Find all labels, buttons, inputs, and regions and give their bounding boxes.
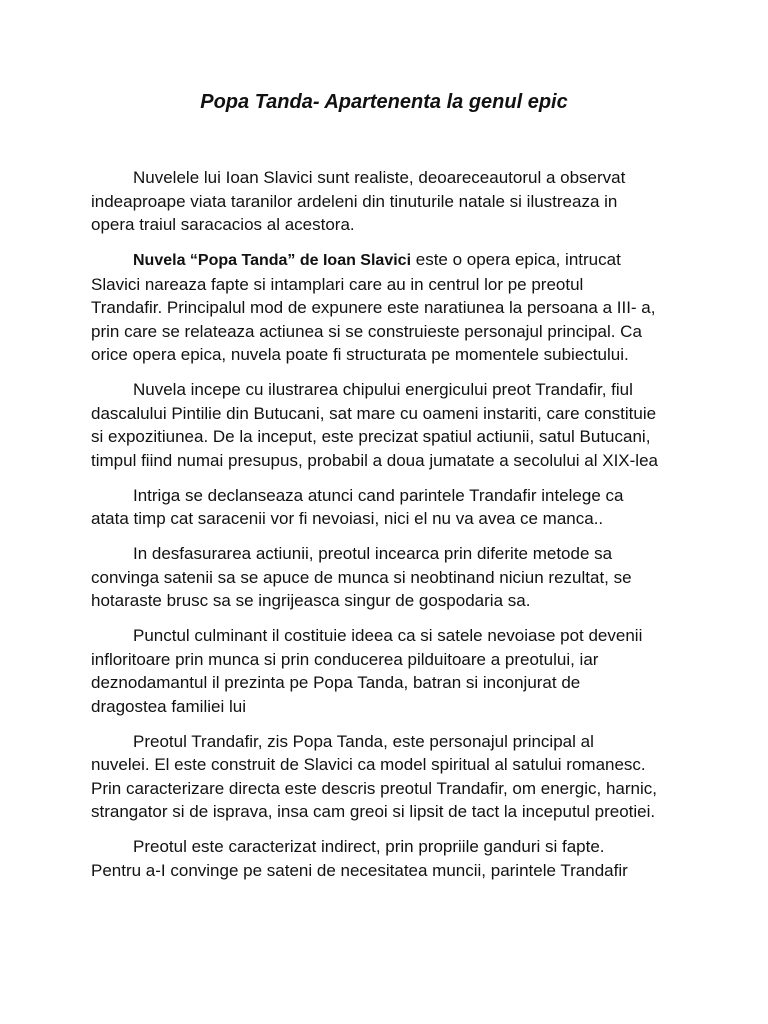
text-line: Slavici nareaza fapte si intamplari care au in centrul lor pe preotul [91, 274, 584, 294]
text-line: Pentru a-I convinge pe sateni de necesitatea muncii, parintele Trandafir [91, 860, 628, 880]
document-body [91, 166, 691, 894]
text-line: Prin caracterizare directa este descris preotul Trandafir, om energic, harnic, [91, 778, 657, 798]
paragraph-7 [91, 730, 691, 824]
text-line: infloritoare prin munca si prin conducerea pilduitoare a preotului, iar [91, 649, 599, 669]
text-line: indeaproape viata taranilor ardeleni din tinuturile natale si ilustreaza in [91, 191, 618, 211]
text-line: orice opera epica, nuvela poate fi structurata pe momentele subiectului. [91, 345, 629, 364]
paragraph-2 [91, 248, 691, 367]
text-line: timpul fiind numai presupus, probabil a doua jumatate a secolului al XIX-lea [91, 450, 658, 470]
text-line: nuvelei. El este construit de Slavici ca model spiritual al satului romanesc. [91, 755, 646, 774]
paragraph-1 [91, 166, 691, 237]
paragraph-5 [91, 542, 691, 613]
text-line [91, 248, 691, 273]
text-line: opera traiul saracacios al acestora. [91, 215, 355, 234]
text-line: si expozitiunea. De la inceput, este precizat spatiul actiunii, satul Butucani, [91, 427, 651, 446]
text-line: In desfasurarea actiunii, preotul incearca prin diferite metode sa [133, 544, 613, 563]
text-line: atata timp cat saracenii vor fi nevoiasi, nici el nu va avea ce manca.. [91, 509, 604, 528]
text-line: Trandafir. Principalul mod de expunere este naratiunea la persoana a III- a, [91, 298, 656, 317]
emphasized-phrase: Nuvela “Popa Tanda” de Ioan Slavici [133, 252, 412, 269]
text-line: Intriga se declanseaza atunci cand parintele Trandafir intelege ca [133, 485, 624, 505]
text-line: hotaraste brusc sa se ingrijeasca singur de gospodaria sa. [91, 591, 531, 610]
text-line: Preotul este caracterizat indirect, prin propriile ganduri si fapte. [133, 837, 605, 856]
text-line: deznodamantul il prezinta pe Popa Tanda, batran si inconjurat de [91, 673, 581, 692]
text-line: strangator si de isprava, insa cam greoi si lipsit de tact la inceputul preotiei. [91, 802, 656, 821]
text-line: dascalului Pintilie din Butucani, sat mare cu oameni instariti, care constituie [91, 403, 657, 423]
text-line: Nuvela incepe cu ilustrarea chipului energicului preot Trandafir, fiul [133, 380, 633, 399]
text-line: convinga satenii sa se apuce de munca si neobtinand niciun rezultat, se [91, 567, 632, 587]
text-fragment: este o opera epica, intrucat [411, 250, 621, 269]
document-title: Popa Tanda- Apartenenta la genul epic [200, 91, 568, 113]
text-line: Preotul Trandafir, zis Popa Tanda, este personajul principal al [133, 731, 594, 751]
paragraph-8 [91, 835, 691, 882]
paragraph-6 [91, 624, 691, 718]
text-line: dragostea familiei lui [91, 696, 246, 716]
text-line: prin care se relateaza actiunea si se construieste personajul principal. Ca [91, 321, 642, 341]
paragraph-4 [91, 484, 691, 531]
text-line: Nuvelele lui Ioan Slavici sunt realiste, deoareceautorul a observat [133, 168, 626, 187]
paragraph-3 [91, 378, 691, 472]
text-line: Punctul culminant il costituie ideea ca si satele nevoiase pot devenii [133, 626, 643, 645]
